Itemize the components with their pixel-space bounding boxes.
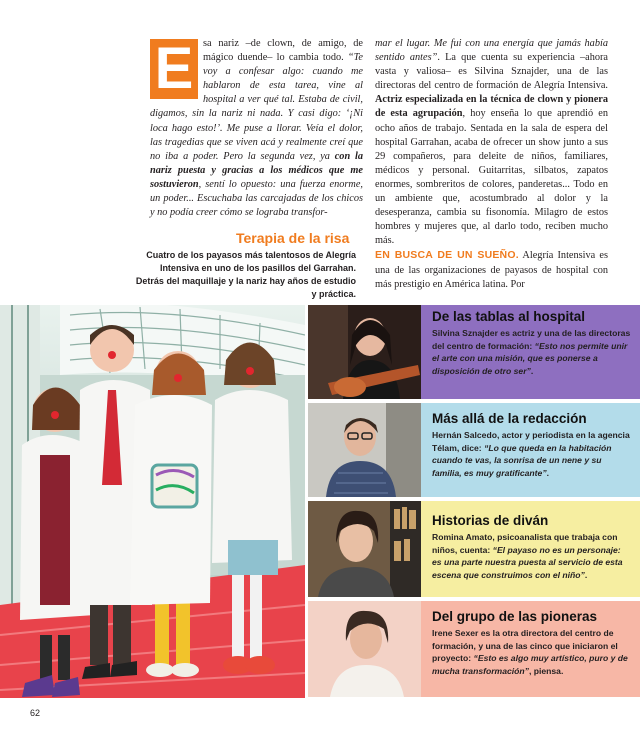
profile-title: Más allá de la redacción [432,411,587,426]
profile-body [432,429,632,479]
profile-text [432,305,632,377]
profile-tail: . [530,365,534,376]
profile-box-silvina [308,305,640,399]
profile-quote: “Esto es algo muy artístico, puro y de mucha transformación” [432,653,628,676]
portrait-illustration [308,305,421,399]
portrait-photo [308,305,421,399]
profile-tail: , piensa. [528,665,564,676]
article-paragraph [375,248,608,291]
profile-title: Del grupo de las pioneras [432,609,598,624]
profile-text [432,403,632,479]
intro-text: sa nariz –de clown, de amigo, de mágico duende– lo cambia todo. [203,38,363,64]
clowns-illustration [0,305,305,698]
article-column-right [375,37,608,292]
body-text: , hoy enseña lo que aprendió en ocho años de trabajo. Sentada en la sala de espera del hospital Garrahan, acaba de ofrecer un show junto a sus 29 compañeros, para deleite de niños, familiares, médicos y personal. Guitarritas, silbatos, zapatos enormes, sombreritos de colores, panderetas... Todo en un ambiente que, acostumbrado al dolor y la desesperanza, cambia su fisonomía. Milagro de estos hombres y mujeres que, al darlo todo, reciben mucho más. [375,108,608,247]
highlight-text: con la nariz puesta y gracias a los médicos que me sostuvieron [150,150,363,190]
highlight-text: Actriz especializada en la técnica de clown y pionera de esta agrupación [375,94,608,120]
quote-text: “Te voy a confesar algo: cuando me hablaron de esta tarea, vine al hospital a ver qué tal. Estaba de civil, digamos, sin la nariz ni nada. Y casi digo: ‘¡Ni loca hago esto!’. Me puse a llorar. Veía el dolor, las tragedias que se viven acá y realmente creí que no iba a poder. Pero la segunda vez, ya [150,52,363,162]
profile-box-romina [308,501,640,597]
profile-lead: Hernán Salcedo, actor y periodista en la agencia Télam, dice: [432,430,630,453]
profile-body [432,627,632,677]
article-column-left [150,37,363,220]
profile-lead: Romina Amato, psicoanalista que trabaja con niños, cuenta: [432,532,618,555]
profile-quote: “Esto nos permite unir el arte con una misión, que es ponerse a disposición de otro ser” [432,340,628,376]
profile-lead: Irene Sexer es la otra directora del centro de formación, y una de las cinco que iniciaron el proyecto: [432,628,618,664]
portrait-photo [308,501,421,597]
profile-title: De las tablas al hospital [432,309,586,324]
quote-text-continued: , sentí lo opuesto: una fuerza enorme, un poder... Escuchaba las carcajadas de los chicos y no podía creer cómo se lograba transfor- [150,178,363,219]
profile-quote: “Lo que queda en la habitación cuando te vas, la sonrisa de un nene y su familia, es muy gratificante” [432,442,612,478]
portrait-illustration [308,601,421,697]
photo-caption: Cuatro de los payasos más talentosos de Alegría Intensiva en uno de los pasillos del Garrahan. Detrás del maquillaje y la nariz hay años de estudio y práctica. [135,250,356,299]
portrait-illustration [308,501,421,597]
article-paragraph [375,37,608,248]
portrait-photo [308,601,421,697]
profile-box-hernan [308,403,640,497]
profile-tail: . [546,467,550,478]
sidebar-title: Terapia de la risa [236,230,350,246]
profile-lead: Silvina Sznajder es actriz y una de las directoras del centro de formación: [432,328,631,351]
portrait-illustration [308,403,421,497]
profile-text [432,601,632,677]
profile-body [432,531,632,581]
profile-box-irene [308,601,640,697]
body-text: . La que cuenta su experiencia –ahora vasta y valiosa– es Silvina Sznajder, una de las directoras del centro de formación de Alegría Intensiva. [375,52,609,92]
profile-tail: . [584,569,588,580]
clowns-group-photo [0,305,305,698]
profile-title: Historias de diván [432,513,549,528]
section-heading: EN BUSCA DE UN SUEÑO. [375,249,519,262]
page-number: 62 [30,708,41,718]
profile-text [432,501,632,581]
portrait-photo [308,403,421,497]
drop-cap: E [150,39,198,99]
profile-quote: “El payaso no es un personaje: es una parte nuestra puesta al servicio de esta escena que construimos con el niño” [432,544,623,580]
body-text: Alegría Intensiva es una de las organizaciones de payasos de hospital con más prestigio en América latina. Por [375,250,608,290]
quote-end: mar el lugar. Me fui con una energía que jamás había sentido antes” [375,38,608,64]
profile-body [432,327,632,377]
